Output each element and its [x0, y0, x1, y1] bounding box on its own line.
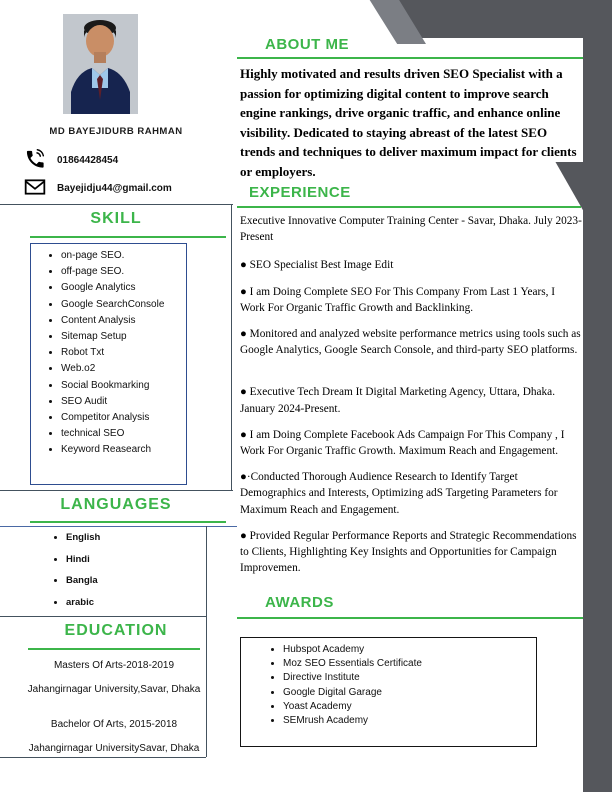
experience-bullet: ● Executive Tech Dream It Digital Marketing Agency, Uttara, Dhaka. January 2024-Present. — [240, 386, 556, 415]
awards-underline — [237, 617, 583, 619]
award-item: • Moz SEO Essentials Certificate — [283, 659, 536, 670]
skill-item: • Content Analysis — [61, 315, 184, 327]
skill-item: • Keyword Reasearch — [61, 444, 184, 456]
skill-item: • Robot Txt — [61, 347, 184, 359]
experience-body — [240, 213, 582, 593]
education-line: Jahangirnagar UniversitySavar, Dhaka — [28, 743, 200, 754]
language-item: • English — [66, 532, 100, 543]
awards-list — [241, 645, 536, 727]
experience-bullet: ●·Conducted Thorough Audience Research to Identify Target Demographics and Interests, Optimizing adS Targeting Parameters for Maximum Reach and Engagement. — [240, 471, 558, 516]
languages-underline — [30, 521, 226, 523]
experience-intro: Executive Innovative Computer Training Center - Savar, Dhaka. July 2023-Present — [240, 215, 582, 244]
email-address: Bayejidju44@gmail.com — [57, 183, 172, 194]
column-divider — [206, 526, 207, 616]
experience-bullet: ● I am Doing Complete SEO For This Company From Last 1 Years, I Work For Organic Traffic Growth and Backlinking. — [240, 285, 556, 314]
language-item: • arabic — [66, 597, 100, 608]
section-title-skill: SKILL — [90, 210, 142, 227]
education-block — [2, 654, 226, 754]
column-divider — [231, 204, 232, 491]
language-item: • Bangla — [66, 575, 100, 586]
experience-bullet: ● Provided Regular Performance Reports and Strategic Recommendations to Clients, Highlighting Key Insights and Opportunities for Campaign Improvemen. — [240, 529, 577, 575]
right-edge-band — [583, 0, 612, 792]
section-title-about: ABOUT ME — [265, 36, 349, 53]
skill-item: • technical SEO — [61, 428, 184, 440]
awards-box — [240, 637, 537, 747]
award-item: • Hubspot Academy — [283, 645, 536, 656]
award-item: • SEMrush Academy — [283, 716, 536, 727]
education-line: Bachelor Of Arts, 2015-2018 — [50, 719, 178, 730]
divider-line — [0, 204, 233, 205]
skill-list — [31, 250, 184, 456]
award-item: • Yoast Academy — [283, 702, 536, 713]
divider-line — [0, 616, 206, 617]
experience-underline — [237, 206, 581, 208]
skill-item: • Web.o2 — [61, 363, 184, 375]
skill-item: • off-page SEO. — [61, 266, 184, 278]
experience-bullet: ● I am Doing Complete Facebook Ads Campaign For This Company , I Work For Organic Traffic Growth. Maximum Reach and Engagement. — [240, 428, 565, 458]
email-icon — [24, 179, 46, 195]
education-line: Jahangirnagar University,Savar, Dhaka — [27, 684, 201, 695]
languages-blue-divider — [0, 526, 237, 527]
skill-box — [30, 243, 187, 485]
skill-item: • SEO Audit — [61, 396, 184, 408]
skill-item: • Sitemap Setup — [61, 331, 184, 343]
phone-icon — [24, 148, 46, 170]
language-item: • Hindi — [66, 554, 100, 565]
skill-item: • Social Bookmarking — [61, 380, 184, 392]
about-text: Highly motivated and results driven SEO Specialist with a passion for optimizing digital content to improve search engine rankings, drive organic traffic, and enhance online visibility. Dedicated to staying abreast of the latest SEO trends and techniques to deliver maximum impact for clients or employers. — [240, 66, 577, 179]
skill-item: • Competitor Analysis — [61, 412, 184, 424]
award-item: • Google Digital Garage — [283, 688, 536, 699]
language-list — [52, 532, 100, 618]
section-title-awards: AWARDS — [265, 594, 334, 611]
education-underline — [28, 648, 200, 650]
divider-line — [0, 757, 206, 758]
skill-item: • on-page SEO. — [61, 250, 184, 262]
section-title-education: EDUCATION — [64, 622, 168, 639]
about-underline — [237, 57, 583, 59]
person-name: MD BAYEJIDURB RAHMAN — [49, 126, 183, 137]
award-item: • Directive Institute — [283, 673, 536, 684]
divider-line — [0, 490, 233, 491]
skill-item: • Google Analytics — [61, 282, 184, 294]
experience-bullet: ● Monitored and analyzed website performance metrics using tools such as Google Analytics, Google Search Console, and third-party SEO platforms. — [240, 328, 581, 357]
phone-number: 01864428454 — [57, 155, 119, 166]
profile-photo — [63, 14, 138, 114]
section-title-languages: LANGUAGES — [60, 496, 172, 513]
section-title-experience: EXPERIENCE — [249, 184, 351, 201]
experience-bullet: ● SEO Specialist Best Image Edit — [240, 259, 394, 272]
skill-item: • Google SearchConsole — [61, 299, 184, 311]
skill-underline — [30, 236, 226, 238]
education-line: Masters Of Arts-2018-2019 — [53, 660, 175, 671]
